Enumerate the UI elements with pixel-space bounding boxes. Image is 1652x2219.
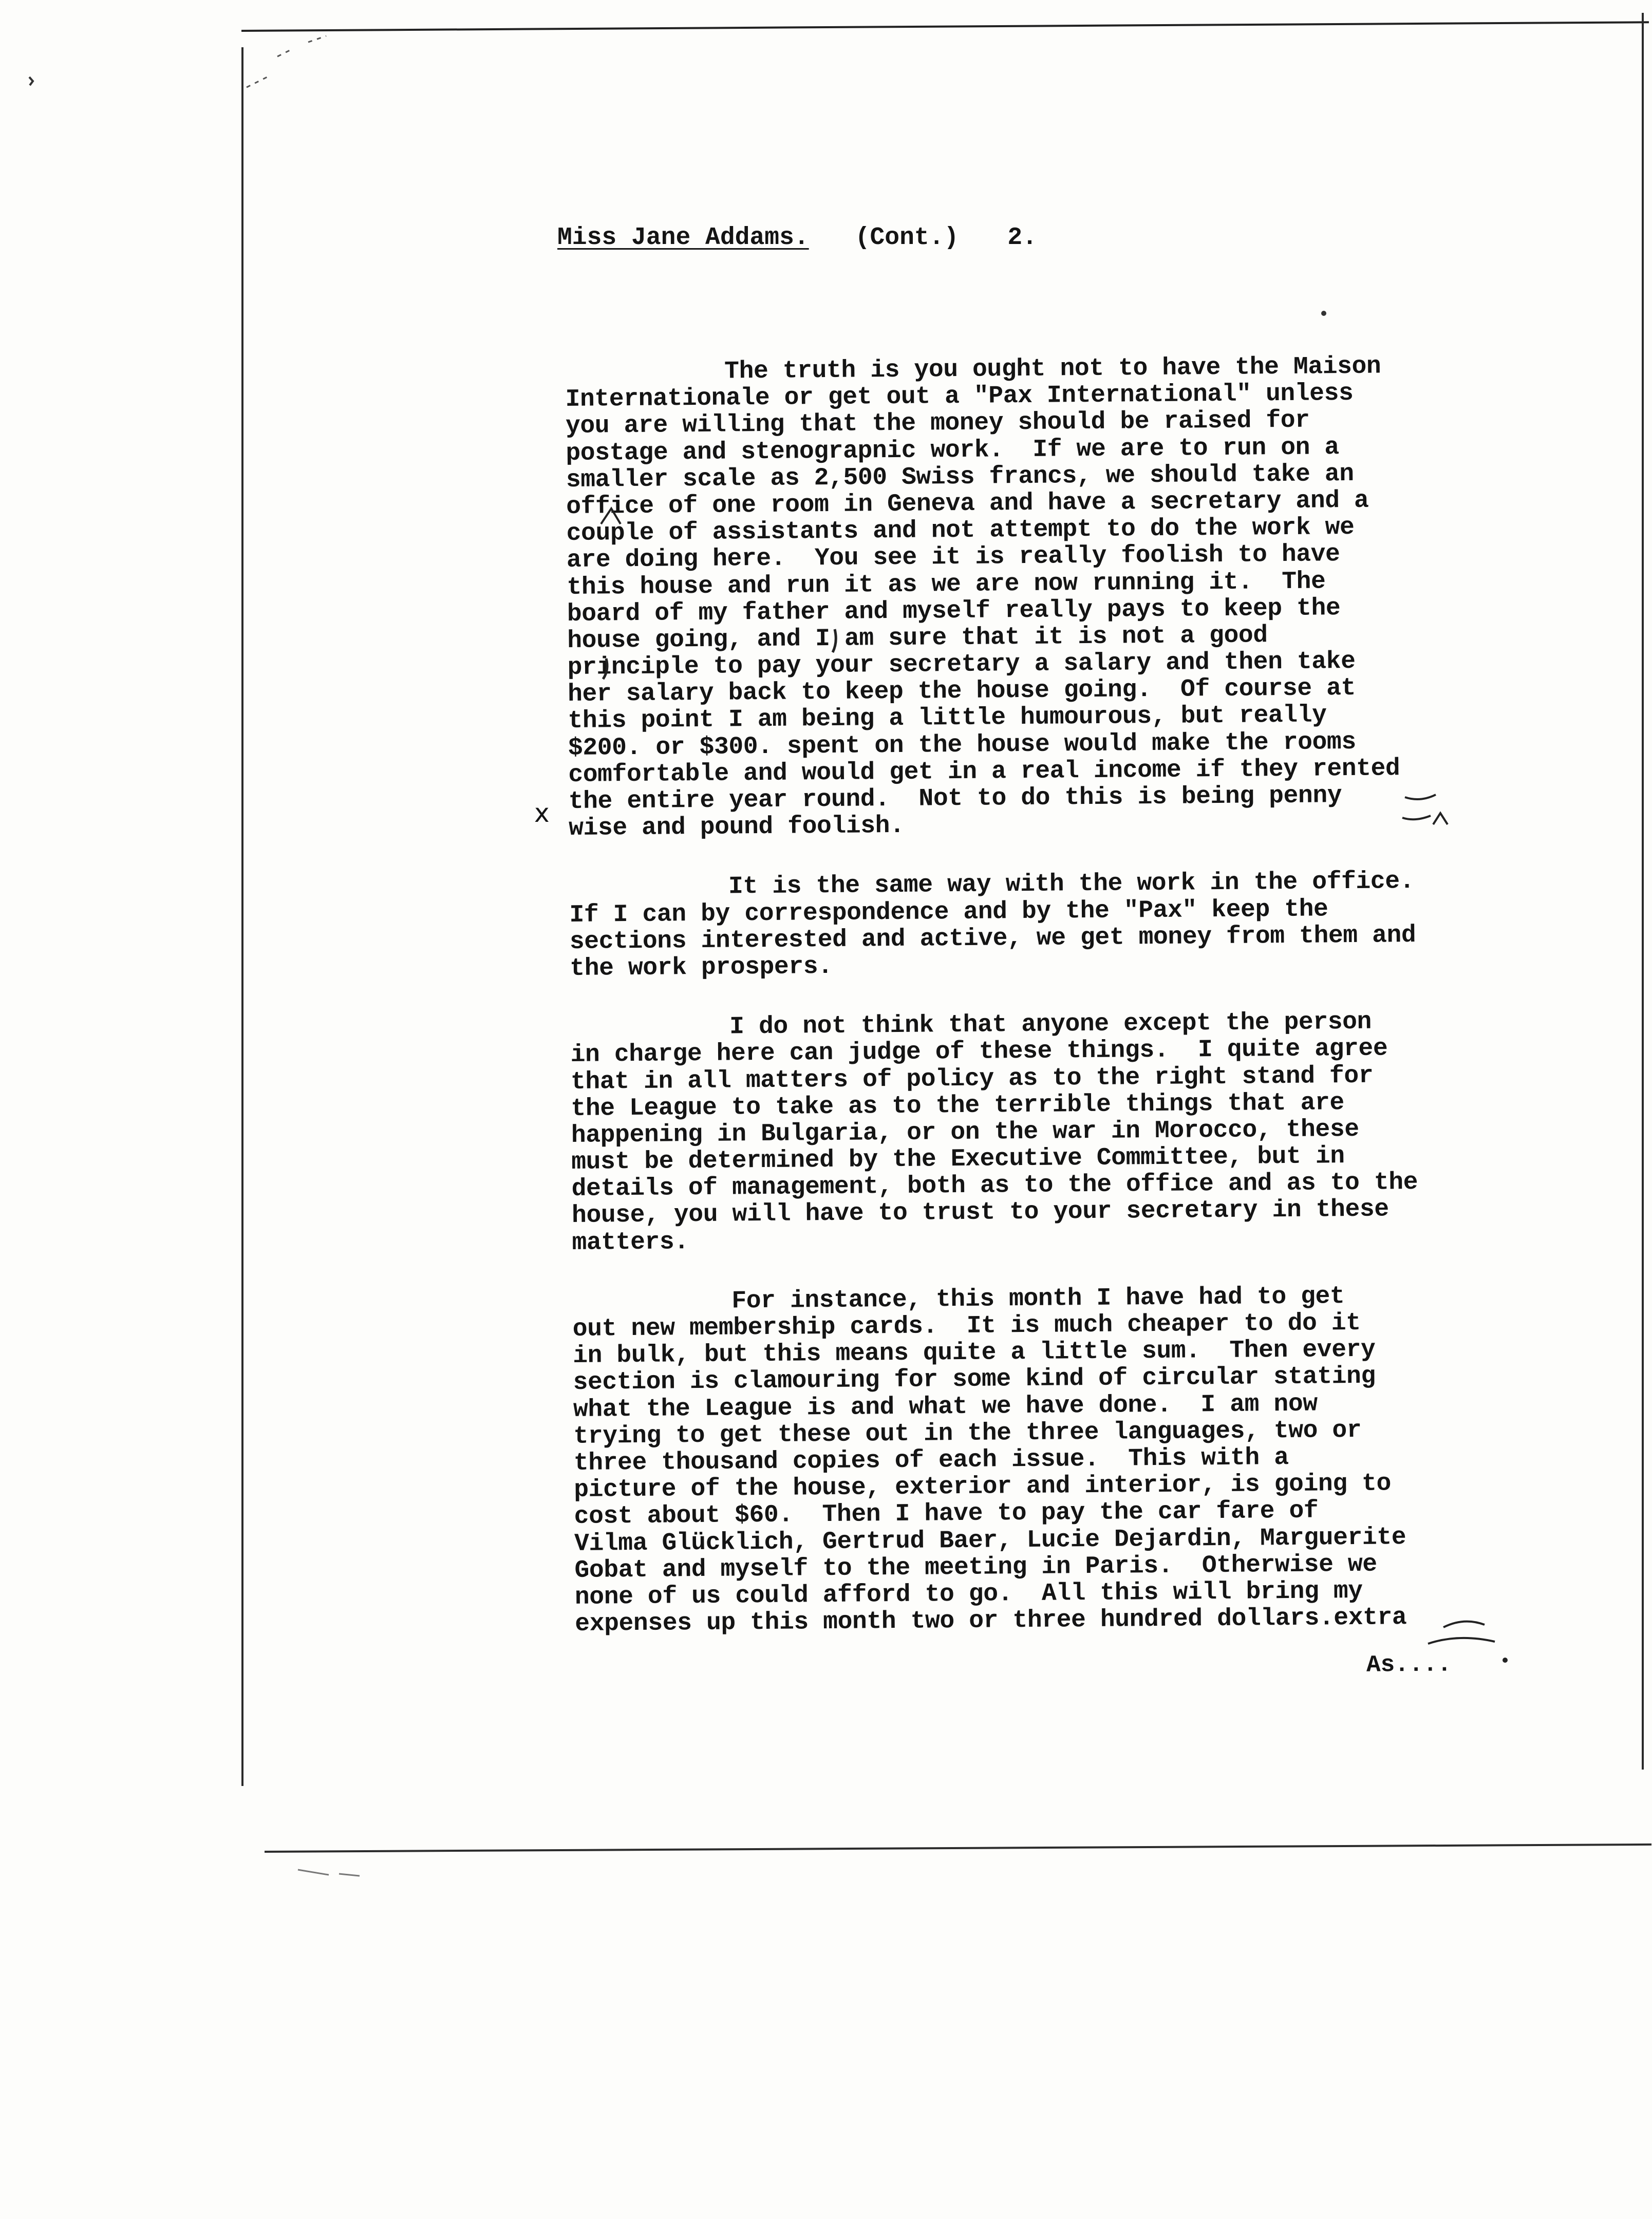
text-line: this house and run it as we are now running it. The — [567, 567, 1326, 601]
text-line: I do not think that anyone except the person — [729, 1008, 1372, 1041]
text-line: couple of assistants and not attempt to do the work we — [566, 514, 1355, 548]
text-line: the entire year round. Not to do this is being penny — [568, 782, 1342, 816]
paragraph-1 — [565, 352, 1545, 842]
text-line: none of us could afford to go. All this will bring my — [574, 1577, 1363, 1611]
text-line: comfortable and would get in a real income if they rented — [568, 755, 1400, 789]
text-line: three thousand copies of each issue. This with a — [573, 1443, 1289, 1477]
page-border-left — [241, 47, 243, 1786]
paragraph-2 — [569, 867, 1546, 982]
text-line: details of management, both as to the office and as to the — [571, 1169, 1418, 1203]
text-line: in charge here can judge of these things. I quite agree — [570, 1035, 1388, 1069]
paragraph-3 — [570, 1007, 1548, 1256]
text-line: trying to get these out in the three languages, two or — [573, 1416, 1362, 1451]
text-line: that in all matters of policy as to the right stand for — [570, 1062, 1374, 1096]
text-line: you are willing that the money should be raised for — [565, 406, 1310, 441]
letter-header — [557, 224, 1037, 252]
text-line: this point I am being a little humourous, but really — [568, 701, 1327, 736]
margin-x-mark: x — [534, 798, 550, 828]
text-line: principle to pay your secretary a salary and then take — [567, 647, 1356, 682]
text-line: what the League is and what we have done. I am now — [573, 1390, 1318, 1424]
page-border-top — [241, 21, 1649, 32]
text-line: expenses up this month two or three hundred dollars.extra — [575, 1604, 1407, 1638]
text-line: smaller scale as 2,500 Swiss francs, we should take an — [566, 460, 1354, 494]
text-line: matters. — [572, 1228, 689, 1257]
text-line: section is clamouring for some kind of circular stating — [573, 1363, 1376, 1397]
text-line: picture of the house, exterior and interior, is going to — [574, 1470, 1392, 1505]
text-line: wise and pound foolish. — [568, 812, 905, 843]
text-line: office of one room in Geneva and have a secretary and a — [566, 486, 1369, 521]
text-line: the League to take as to the terrible things that are — [571, 1088, 1345, 1123]
text-line: house, you will have to trust to your secretary in these — [571, 1195, 1389, 1230]
text-line: house going, and I am sure that it is not a good — [567, 622, 1268, 655]
text-line: happening in Bulgaria, or on the war in Morocco, these — [571, 1115, 1359, 1150]
text-line: must be determined by the Executive Committee, but in — [571, 1142, 1345, 1177]
text-line: Vilma Glücklich, Gertrud Baer, Lucie Dejardin, Marguerite — [574, 1523, 1406, 1558]
text-line: board of my father and myself really pays to keep the — [567, 594, 1341, 628]
text-line: It is the same way with the work in the office. — [728, 868, 1415, 901]
page-border-right — [1642, 13, 1644, 1770]
text-line: are doing here. You see it is really foolish to have — [566, 540, 1340, 575]
letter-body — [565, 352, 1551, 1670]
continuation-closing: As.... — [1366, 1651, 1452, 1679]
text-line: the work prospers. — [570, 952, 833, 983]
text-line: sections interested and active, we get money from them and — [569, 921, 1416, 956]
recipient-name: Miss Jane Addams. — [557, 224, 809, 252]
continuation-label: (Cont.) — [855, 224, 959, 252]
page-number: 2. — [1007, 224, 1037, 252]
paragraph-4 — [572, 1282, 1551, 1638]
page-border-bottom — [265, 1844, 1651, 1853]
text-line: out new membership cards. It is much cheaper to do it — [572, 1309, 1361, 1343]
text-line: her salary back to keep the house going. Of course at — [567, 674, 1356, 709]
text-line: postage and stenograpnic work. If we are to run on a — [566, 433, 1340, 467]
text-line: The truth is you ought not to have the Maison — [724, 352, 1381, 386]
text-line: Internationale or get out a "Pax International" unless — [565, 380, 1354, 414]
text-line: cost about $60. Then I have to pay the car fare of — [574, 1497, 1319, 1531]
text-line: If I can by correspondence and by the "Pax" keep the — [569, 895, 1328, 929]
text-line: For instance, this month I have had to get — [731, 1282, 1345, 1315]
text-line: $200. or $300. spent on the house would make the rooms — [568, 728, 1356, 762]
text-line: in bulk, but this means quite a little sum. Then every — [573, 1336, 1376, 1370]
text-line: Gobat and myself to the meeting in Paris. Otherwise we — [574, 1550, 1377, 1585]
